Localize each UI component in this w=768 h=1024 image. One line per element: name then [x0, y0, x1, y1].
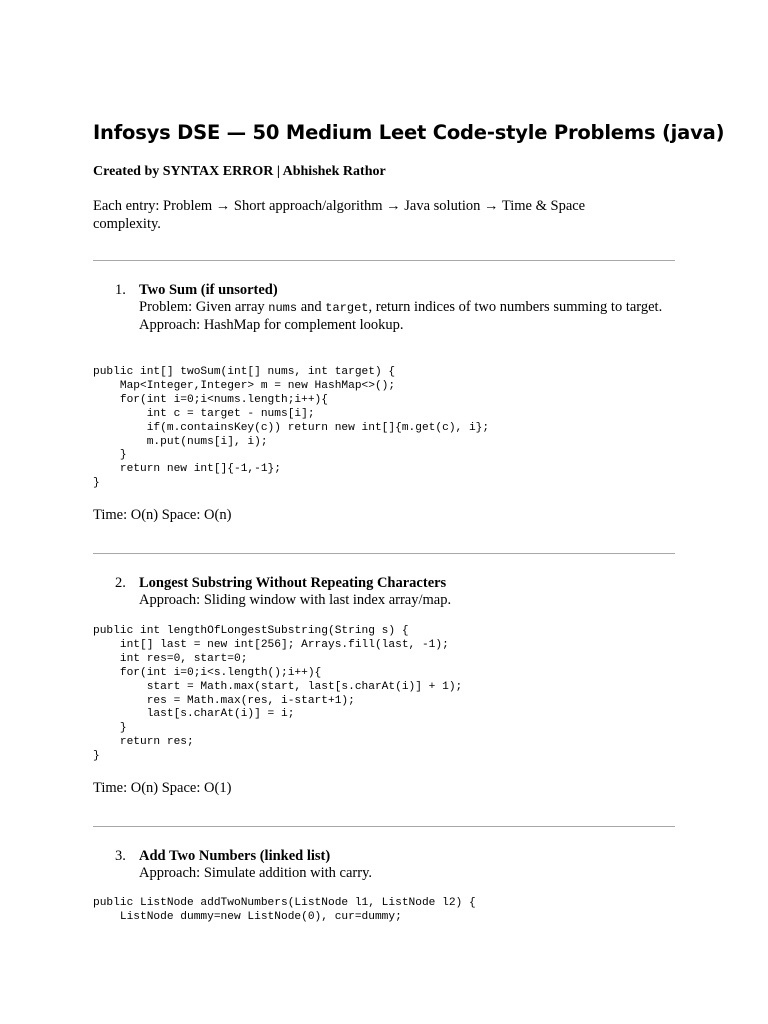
- problem-title: Two Sum (if unsorted): [139, 282, 278, 298]
- code-block: public ListNode addTwoNumbers(ListNode l1, ListNode l2) { ListNode dummy=new ListNode(0), cur=dummy;: [93, 897, 476, 923]
- section-divider: [93, 553, 675, 554]
- inline-code: nums: [268, 301, 298, 315]
- intro-paragraph: Each entry: Problem → Short approach/algorithm → Java solution → Time & Space complexity.: [93, 198, 586, 232]
- section-divider: [93, 826, 675, 827]
- inline-code: target: [325, 301, 369, 315]
- problem-body: [139, 575, 673, 609]
- approach-text: Approach: Simulate addition with carry.: [139, 865, 373, 881]
- problem-body: [139, 282, 673, 334]
- problem-number: 2.: [115, 575, 126, 591]
- problem-statement-text: Problem: Given array: [139, 299, 269, 315]
- problem-title: Longest Substring Without Repeating Characters: [139, 575, 447, 591]
- problem-body: [139, 848, 673, 882]
- problem-number: 3.: [115, 848, 126, 864]
- problem-statement: [139, 299, 673, 317]
- author-line: Created by SYNTAX ERROR | Abhishek Rathor: [93, 164, 386, 179]
- complexity-text: Time: O(n) Space: O(1): [93, 780, 232, 796]
- problem-statement-text: , return indices of two numbers summing to target.: [368, 299, 663, 315]
- code-block: public int[] twoSum(int[] nums, int target) { Map<Integer,Integer> m = new HashMap<>(); for(int i=0;i<nums.length;i++){ int c = target - nums[i]; if(m.containsKey(c)) return new int[]{m.get(c), i}; m.put(nums[i], i); } return new int[]{-1,-1}; }: [93, 366, 490, 490]
- complexity-text: Time: O(n) Space: O(n): [93, 507, 232, 523]
- problem-statement-text: and: [297, 299, 326, 315]
- problem-number: 1.: [115, 282, 126, 298]
- approach-text: Approach: Sliding window with last index array/map.: [139, 592, 452, 608]
- problem-title: Add Two Numbers (linked list): [139, 848, 331, 864]
- document-title: Infosys DSE — 50 Medium Leet Code-style Problems (java): [93, 121, 725, 144]
- approach-text: Approach: HashMap for complement lookup.: [139, 317, 404, 333]
- code-block: public int lengthOfLongestSubstring(String s) { int[] last = new int[256]; Arrays.fill(last, -1); int res=0, start=0; for(int i=0;i<s.length();i++){ start = Math.max(start, last[s.charAt(i)] + 1); res = Math.max(res, i-start+1); last[s.charAt(i)] = i; } return res; }: [93, 625, 463, 763]
- section-divider: [93, 260, 675, 261]
